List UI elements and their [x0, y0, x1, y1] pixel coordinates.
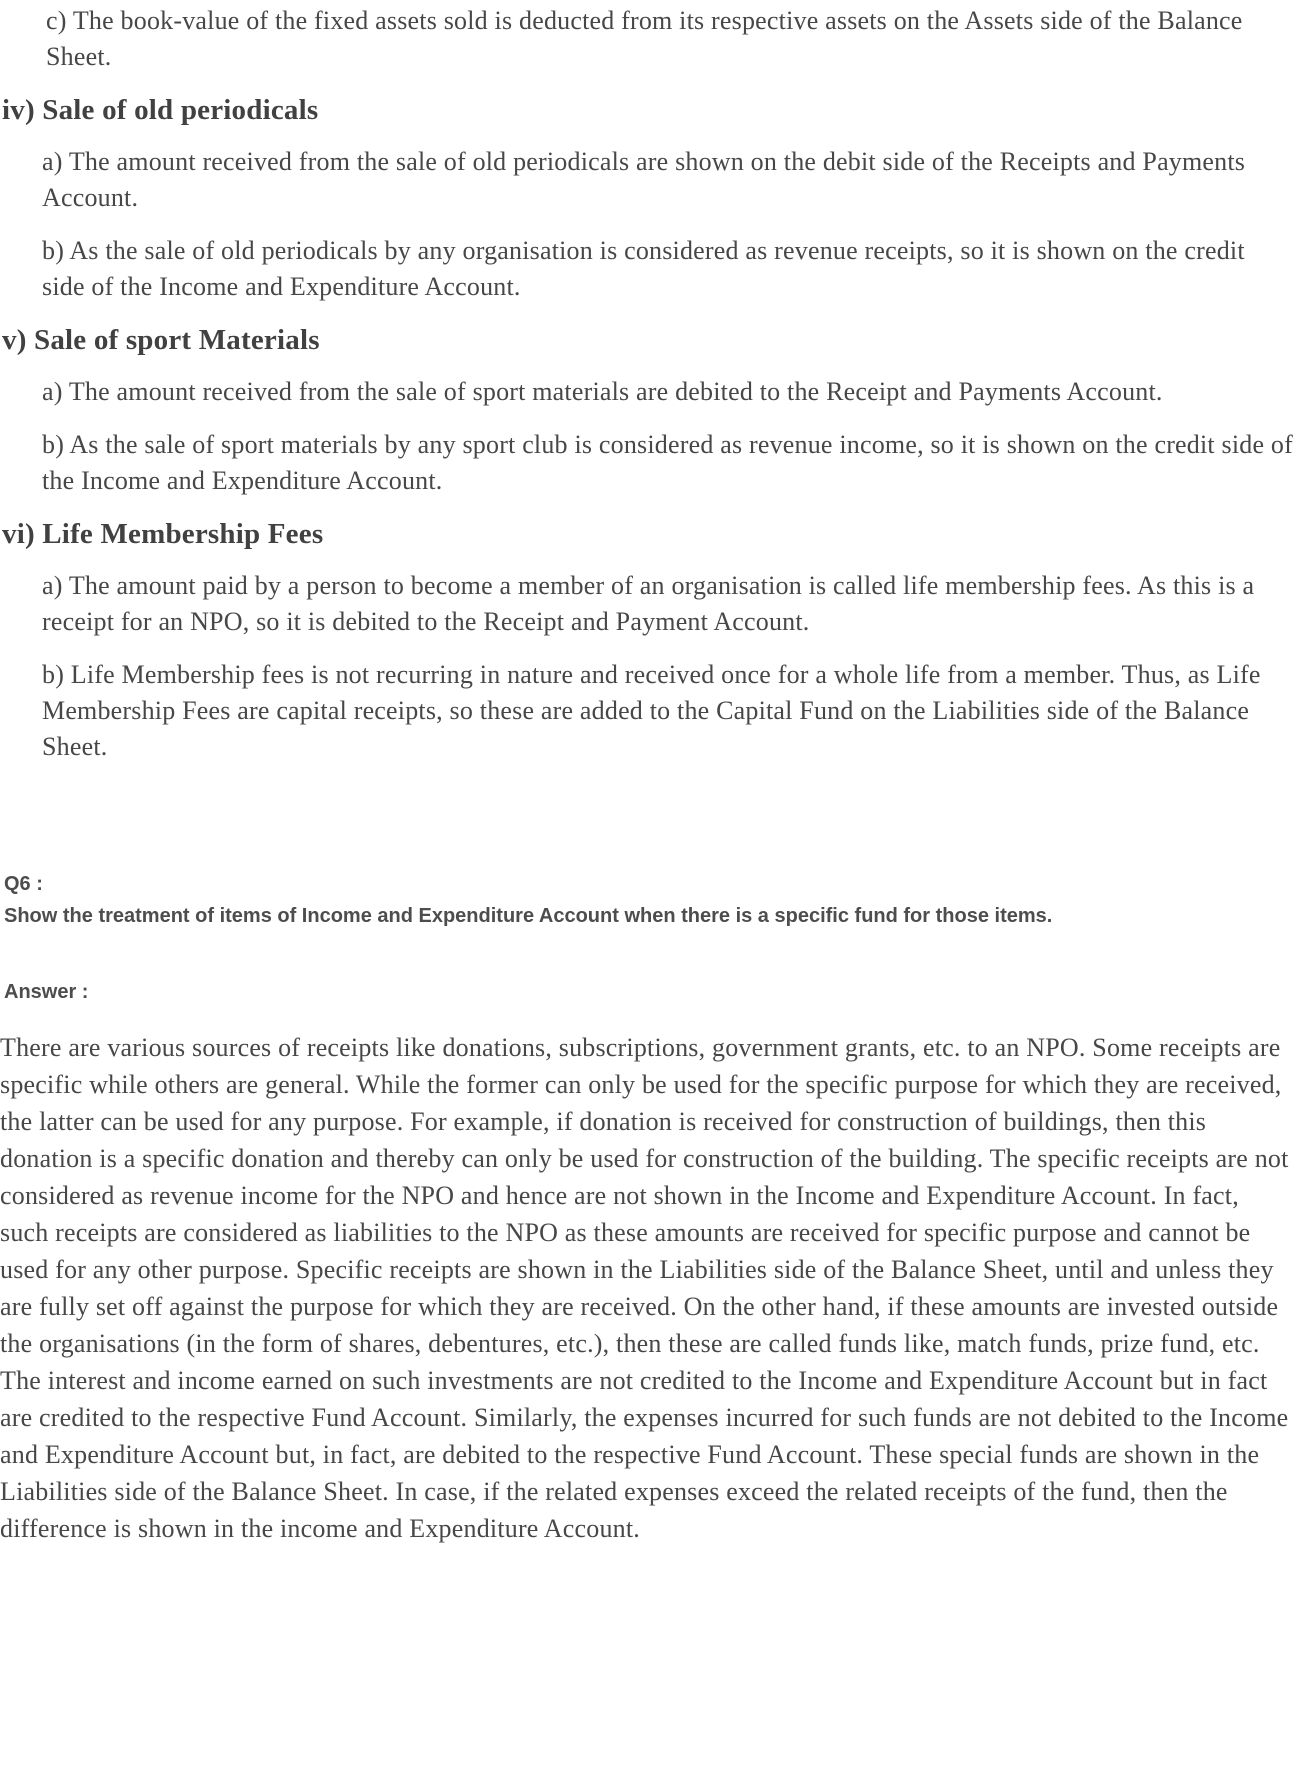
- question-number-label: Q6 :: [4, 873, 43, 895]
- section-v-item-a: a) The amount received from the sale of sport materials are debited to the Receipt and Payments Account.: [42, 377, 1163, 406]
- section-heading-life-membership-fees: vi) Life Membership Fees: [2, 518, 324, 550]
- section-vi-item-a: a) The amount paid by a person to become a member of an organisation is called life membership fees. As this is a receipt for an NPO, so it is debited to the Receipt and Payment Account.: [42, 571, 1255, 636]
- section-vi-item-b: b) Life Membership fees is not recurring in nature and received once for a whole life from a member. Thus, as Life Membership Fees are capital receipts, so these are added to the Capital Fund on the Liabilities side of the Balance Sheet.: [42, 660, 1261, 761]
- section-iv-item-b: b) As the sale of old periodicals by any organisation is considered as revenue receipts, so it is shown on the credit side of the Income and Expenditure Account.: [42, 236, 1245, 301]
- section-heading-sale-of-sport-materials: v) Sale of sport Materials: [2, 324, 320, 356]
- answer-label: Answer :: [4, 981, 89, 1003]
- list-item-c: c) The book-value of the fixed assets sold is deducted from its respective assets on the Assets side of the Balance Sheet.: [46, 6, 1243, 71]
- question-text: Show the treatment of items of Income and Expenditure Account when there is a specific fund for those items.: [4, 905, 1053, 927]
- answer-text: There are various sources of receipts like donations, subscriptions, government grants, etc. to an NPO. Some receipts are specific while others are general. While the former can only be used for the specific purpose for which they are received, the latter can be used for any purpose. For example, if donation is received for construction of buildings, then this donation is a specific donation and thereby can only be used for construction of the building. The specific receipts are not considered as revenue income for the NPO and hence are not shown in the Income and Expenditure Account. In fact, such receipts are considered as liabilities to the NPO as these amounts are received for specific purpose and cannot be used for any other purpose. Specific receipts are shown in the Liabilities side of the Balance Sheet, until and unless they are fully set off against the purpose for which they are received. On the other hand, if these amounts are invested outside the organisations (in the form of shares, debentures, etc.), then these are called funds like, match funds, prize fund, etc. The interest and income earned on such investments are not credited to the Income and Expenditure Account but in fact are credited to the respective Fund Account. Similarly, the expenses incurred for such funds are not debited to the Income and Expenditure Account but, in fact, are debited to the respective Fund Account. These special funds are shown in the Liabilities side of the Balance Sheet. In case, if the related expenses exceed the related receipts of the fund, then the difference is shown in the income and Expenditure Account.: [0, 1033, 1289, 1543]
- section-iv-item-a: a) The amount received from the sale of old periodicals are shown on the debit side of the Receipts and Payments Account.: [42, 147, 1246, 212]
- section-heading-sale-of-old-periodicals: iv) Sale of old periodicals: [2, 94, 319, 126]
- section-v-item-b: b) As the sale of sport materials by any sport club is considered as revenue income, so it is shown on the credit side of the Income and Expenditure Account.: [42, 430, 1293, 495]
